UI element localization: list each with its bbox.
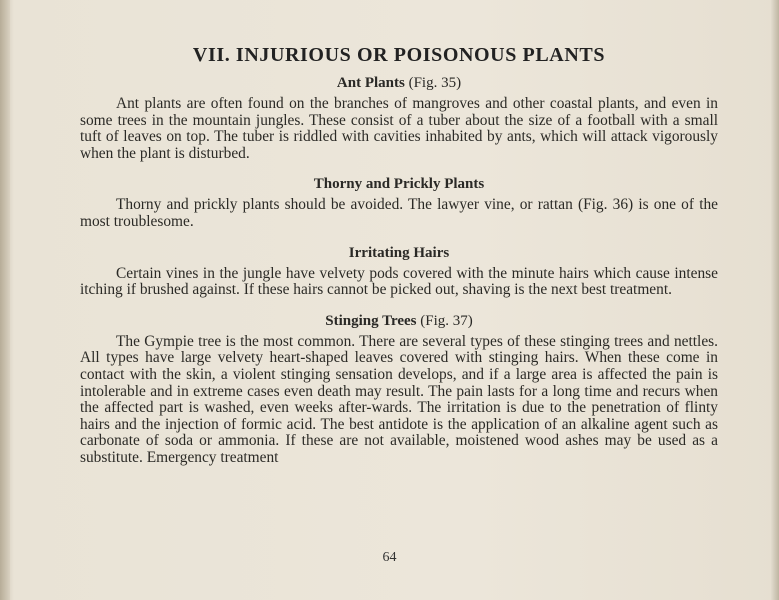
- section-heading-text: Ant Plants: [336, 75, 405, 91]
- section-paragraph: Ant plants are often found on the branches of mangroves and other coastal plants, and even in some trees in the mountain jungles. These consist of a tuber about the size of a football with a small tuft of leaves on top. The tuber is riddled with cavities inhabited by ants, which will attack vigorously when the plant is disturbed.: [80, 95, 718, 162]
- section-heading-text: Stinging Trees: [325, 312, 417, 329]
- figure-reference: (Fig. 35): [408, 75, 462, 91]
- section-stinging-trees: [80, 313, 718, 467]
- figure-reference: (Fig. 37): [420, 312, 473, 329]
- section-ant-plants: [80, 75, 718, 162]
- section-paragraph: The Gympie tree is the most common. There are several types of these stinging trees and nettles. All types have large velvety heart-shaped leaves covered with stinging hairs. When these come in contact with the skin, a violent stinging sensation develops, and if a large area is affected the pain is intolerable and in extreme cases even death may result. The pain lasts for a long time and recurs when the affected part is washed, even weeks after-wards. The irritation is due to the penetration of flinty hairs and the injection of formic acid. The best antidote is the application of an alkaline agent such as carbonate of soda or ammonia. If these are not available, moistened wood ashes may be used as a substitute. Emergency treatment: [80, 332, 718, 466]
- section-heading-text: Irritating Hairs: [348, 244, 450, 261]
- section-heading: [80, 313, 718, 330]
- section-thorny-plants: [80, 176, 718, 230]
- page-content: [80, 44, 718, 481]
- section-heading-text: Thorny and Prickly Plants: [313, 176, 485, 193]
- section-paragraph: Certain vines in the jungle have velvety pods covered with the minute hairs which cause intense itching if brushed against. If these hairs cannot be picked out, shaving is the next best treatment.: [80, 264, 718, 299]
- chapter-title: VII. INJURIOUS OR POISONOUS PLANTS: [192, 44, 606, 66]
- section-heading: [80, 176, 718, 193]
- section-paragraph: Thorny and prickly plants should be avoided. The lawyer vine, or rattan (Fig. 36) is one of the most troublesome.: [80, 196, 718, 230]
- section-heading: [80, 75, 718, 92]
- section-heading: [80, 245, 718, 262]
- section-irritating-hairs: [80, 245, 718, 299]
- page-number: 64: [382, 550, 397, 565]
